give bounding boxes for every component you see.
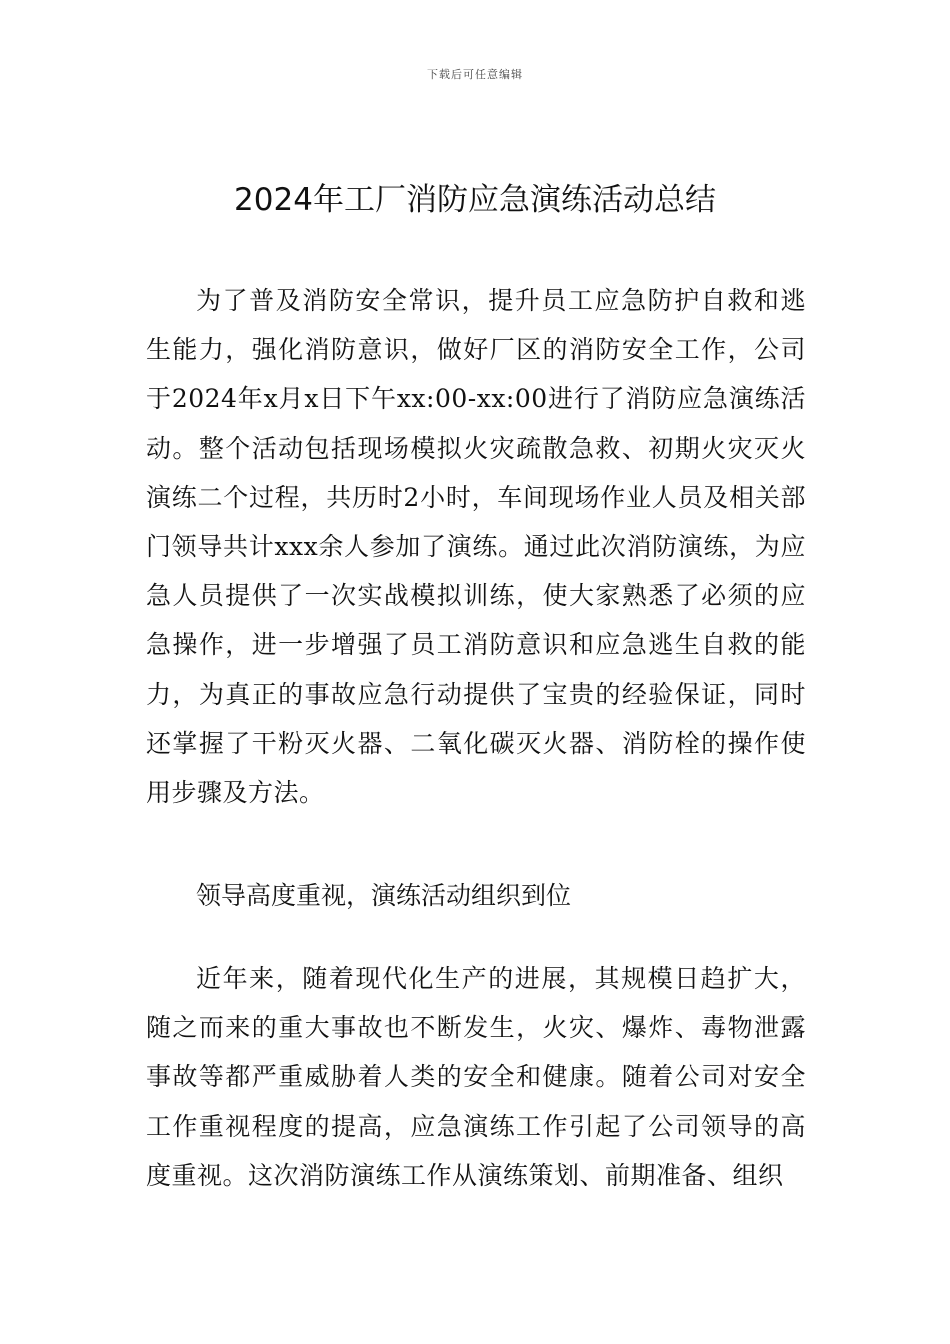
intro-paragraph: 为了普及消防安全常识，提升员工应急防护自救和逃生能力，强化消防意识，做好厂区的消防安全工作，公司于2024年x月x日下午xx:00-xx:00进行了消防应急演练活动。整个活动包括现场模拟火灾疏散急救、初期火灾灭火演练二个过程，共历时2小时，车间现场作业人员及相关部门领导共计xxx余人参加了演练。通过此次消防演练，为应急人员提供了一次实战模拟训练，使大家熟悉了必须的应急操作，进一步增强了员工消防意识和应急逃生自救的能力，为真正的事故应急行动提供了宝贵的经验保证，同时还掌握了干粉灭火器、二氧化碳灭火器、消防栓的操作使用步骤及方法。	[146, 286, 806, 808]
section-heading: 领导高度重视，演练活动组织到位	[196, 881, 572, 910]
section-body-paragraph: 近年来，随着现代化生产的进展，其规模日趋扩大，随之而来的重大事故也不断发生，火灾、爆炸、毒物泄露事故等都严重威胁着人类的安全和健康。随着公司对安全工作重视程度的提高，应急演练工作引起了公司领导的高度重视。这次消防演练工作从演练策划、前期准备、组织	[146, 964, 806, 1190]
document-title: 2024年工厂消防应急演练活动总结	[234, 182, 716, 218]
header-note: 下载后可任意编辑	[427, 68, 523, 81]
